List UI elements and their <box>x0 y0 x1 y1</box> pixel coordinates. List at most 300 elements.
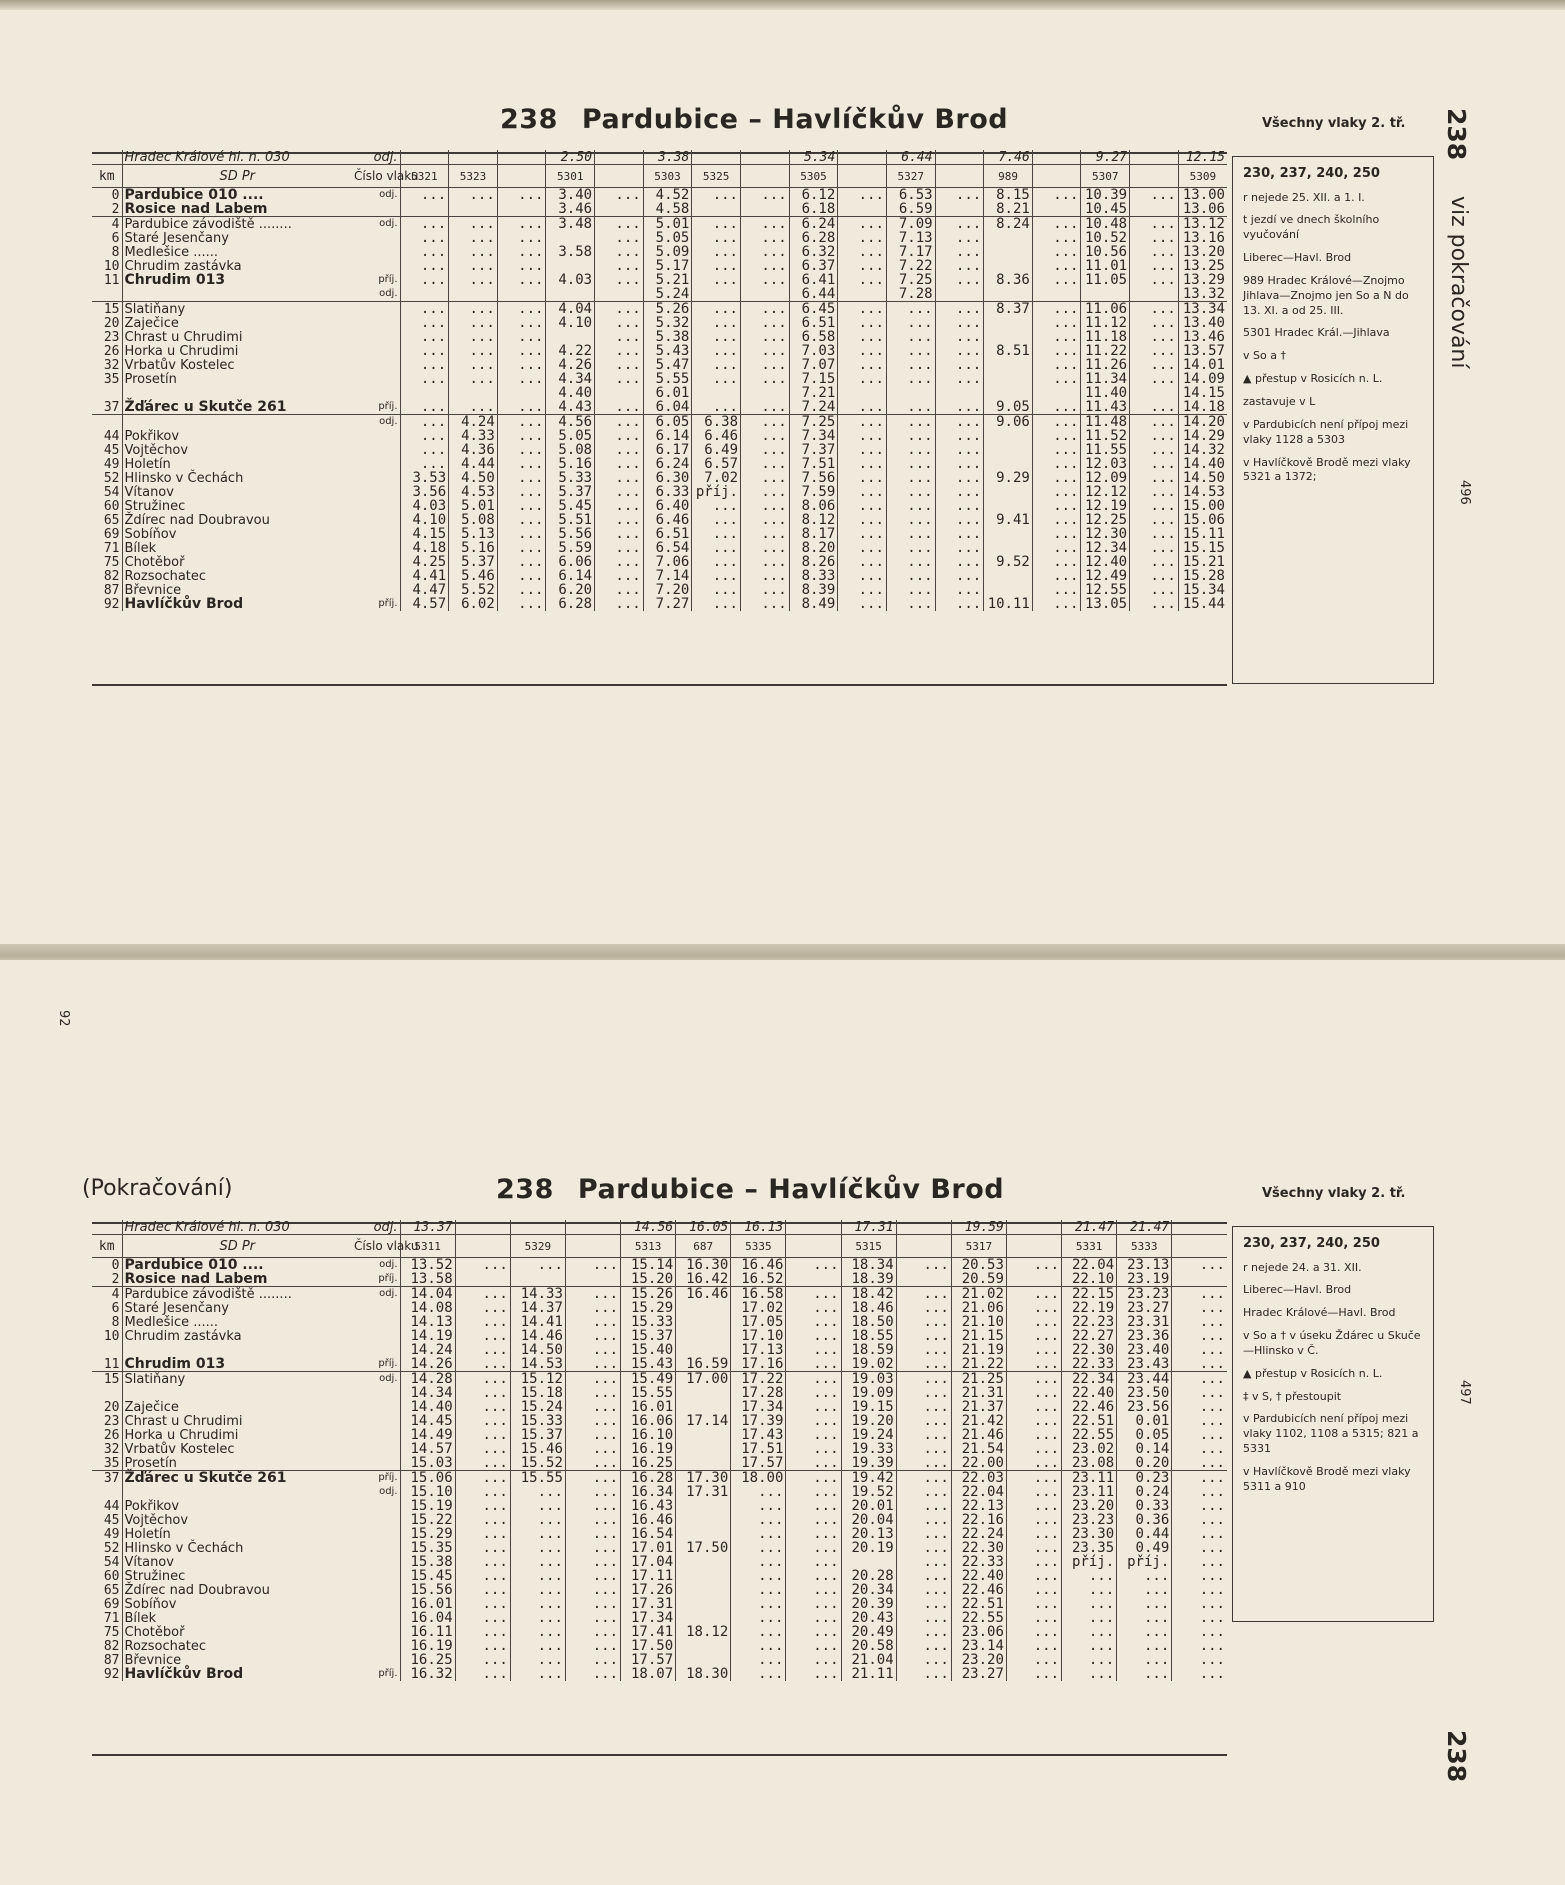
train-number: 5313 <box>621 1235 676 1258</box>
time-cell: 4.10 <box>400 513 449 527</box>
arr-dep-marker <box>352 527 400 541</box>
time-cell: 16.52 <box>731 1272 786 1287</box>
time-cell: ... <box>1172 1625 1227 1639</box>
time-cell: 19.33 <box>841 1442 896 1456</box>
time-cell: ... <box>838 231 887 245</box>
time-cell: 12.19 <box>1081 499 1130 513</box>
km-cell: 0 <box>92 188 122 203</box>
time-cell: 15.35 <box>400 1541 455 1555</box>
time-cell: 6.53 <box>886 188 935 203</box>
time-cell: 6.05 <box>643 415 692 430</box>
time-cell: 17.26 <box>621 1583 676 1597</box>
time-cell: ... <box>692 541 741 555</box>
km-cell: 32 <box>92 1442 122 1456</box>
arr-dep-marker <box>352 1569 400 1583</box>
time-cell: ... <box>595 245 644 259</box>
station-name: Medlešice ...... <box>124 1314 219 1330</box>
time-cell: ... <box>886 583 935 597</box>
page-number-left: 92 <box>56 1010 71 1027</box>
time-cell: 15.46 <box>510 1442 565 1456</box>
arr-dep-marker <box>352 344 400 358</box>
table-row <box>92 513 1227 527</box>
time-cell: 11.40 <box>1081 386 1130 400</box>
time-cell: 9.05 <box>984 400 1033 415</box>
time-cell: ... <box>1130 245 1179 259</box>
time-cell: ... <box>741 217 790 232</box>
time-cell: ... <box>1130 499 1179 513</box>
train-number: 5309 <box>1178 165 1227 188</box>
time-cell <box>1130 287 1179 302</box>
arr-dep-marker: příj. <box>352 1272 400 1287</box>
time-cell: ... <box>1006 1611 1061 1625</box>
time-cell: 11.01 <box>1081 259 1130 273</box>
time-cell: ... <box>1130 541 1179 555</box>
arr-dep-marker <box>352 245 400 259</box>
footnote: Liberec—Havl. Brod <box>1243 251 1352 265</box>
time-cell: ... <box>1032 583 1081 597</box>
time-cell: 21.46 <box>951 1428 1006 1442</box>
time-cell: 8.37 <box>984 302 1033 317</box>
train-number <box>896 1235 951 1258</box>
time-cell: 17.30 <box>676 1471 731 1486</box>
table-row <box>92 471 1227 485</box>
time-cell: 8.51 <box>984 344 1033 358</box>
time-cell: 17.16 <box>731 1357 786 1372</box>
time-cell: 19.52 <box>841 1485 896 1499</box>
time-cell: ... <box>1006 1442 1061 1456</box>
time-cell: 17.57 <box>621 1653 676 1667</box>
time-cell: 4.18 <box>400 541 449 555</box>
time-cell <box>984 499 1033 513</box>
km-cell <box>92 1485 122 1499</box>
km-cell: 26 <box>92 1428 122 1442</box>
table-row <box>92 217 1227 232</box>
time-cell <box>676 1456 731 1471</box>
time-cell: ... <box>838 499 887 513</box>
km-cell: 11 <box>92 273 122 287</box>
time-cell: 9.29 <box>984 471 1033 485</box>
time-cell: ... <box>692 583 741 597</box>
time-cell: ... <box>896 1372 951 1387</box>
time-cell: ... <box>786 1329 841 1343</box>
time-cell: 12.12 <box>1081 485 1130 499</box>
table-row <box>92 273 1227 287</box>
table-row <box>92 541 1227 555</box>
time-cell: ... <box>1172 1513 1227 1527</box>
time-cell: ... <box>455 1653 510 1667</box>
station-name: Vrbatův Kostelec <box>124 1441 235 1457</box>
time-cell <box>984 429 1033 443</box>
time-cell: ... <box>1062 1583 1117 1597</box>
time-cell: 14.45 <box>400 1414 455 1428</box>
footnote: r nejede 25. XII. a 1. I. <box>1243 190 1365 204</box>
km-cell: 4 <box>92 217 122 232</box>
time-cell: 16.11 <box>400 1625 455 1639</box>
km-cell: 92 <box>92 597 122 611</box>
time-cell: ... <box>565 1442 620 1456</box>
time-cell <box>510 1272 565 1287</box>
origin-marker: odj. <box>352 1220 400 1235</box>
time-cell <box>449 287 498 302</box>
time-cell: ... <box>400 443 449 457</box>
time-cell: 14.29 <box>1178 429 1227 443</box>
time-cell: 7.15 <box>789 372 838 386</box>
time-cell: 16.58 <box>731 1287 786 1302</box>
time-cell: 14.19 <box>400 1329 455 1343</box>
time-cell: ... <box>1117 1667 1172 1681</box>
time-cell: ... <box>1130 259 1179 273</box>
origin-time: 16.13 <box>731 1220 786 1235</box>
time-cell: 10.11 <box>984 597 1033 611</box>
time-cell: 15.52 <box>510 1456 565 1471</box>
table-row <box>92 330 1227 344</box>
time-cell: ... <box>1006 1583 1061 1597</box>
time-cell: 8.17 <box>789 527 838 541</box>
km-cell: 69 <box>92 1597 122 1611</box>
time-cell: ... <box>455 1569 510 1583</box>
page-title <box>500 104 1008 135</box>
time-cell: ... <box>935 429 984 443</box>
time-cell: 0.49 <box>1117 1541 1172 1555</box>
time-cell: ... <box>595 188 644 203</box>
time-cell: 16.46 <box>676 1287 731 1302</box>
time-cell: 14.50 <box>510 1343 565 1357</box>
time-cell: ... <box>838 527 887 541</box>
time-cell: 20.28 <box>841 1569 896 1583</box>
time-cell: ... <box>692 527 741 541</box>
time-cell: ... <box>935 485 984 499</box>
train-number: 5335 <box>731 1235 786 1258</box>
time-cell: ... <box>786 1625 841 1639</box>
time-cell: ... <box>838 415 887 430</box>
table-row <box>92 1569 1227 1583</box>
time-cell: ... <box>455 1625 510 1639</box>
time-cell: 6.06 <box>546 555 595 569</box>
time-cell: 18.42 <box>841 1287 896 1302</box>
time-cell: 14.40 <box>1178 457 1227 471</box>
time-cell: ... <box>510 1569 565 1583</box>
time-cell: 22.16 <box>951 1513 1006 1527</box>
station-name: Břevnice <box>124 1652 182 1668</box>
km-cell: 54 <box>92 485 122 499</box>
table-row <box>92 1315 1227 1329</box>
time-cell: ... <box>886 541 935 555</box>
time-cell <box>741 202 790 217</box>
train-number: 5303 <box>643 165 692 188</box>
table-row <box>92 231 1227 245</box>
time-cell: 7.51 <box>789 457 838 471</box>
time-cell: ... <box>595 457 644 471</box>
time-cell: ... <box>1062 1625 1117 1639</box>
time-cell: 15.33 <box>510 1414 565 1428</box>
time-cell: ... <box>449 316 498 330</box>
time-cell: 15.24 <box>510 1400 565 1414</box>
time-cell: 15.03 <box>400 1456 455 1471</box>
time-cell: ... <box>886 485 935 499</box>
time-cell <box>741 386 790 400</box>
time-cell: 13.52 <box>400 1258 455 1273</box>
time-cell: 4.04 <box>546 302 595 317</box>
time-cell: ... <box>692 245 741 259</box>
train-number: 5321 <box>400 165 449 188</box>
time-cell: ... <box>1032 499 1081 513</box>
km-cell: 35 <box>92 372 122 386</box>
time-cell <box>984 358 1033 372</box>
time-cell: 12.55 <box>1081 583 1130 597</box>
time-cell: ... <box>1172 1583 1227 1597</box>
time-cell: ... <box>886 429 935 443</box>
time-cell: 14.20 <box>1178 415 1227 430</box>
time-cell: ... <box>449 259 498 273</box>
time-cell: ... <box>786 1442 841 1456</box>
time-cell: 5.08 <box>449 513 498 527</box>
time-cell: 14.33 <box>510 1287 565 1302</box>
time-cell: ... <box>935 415 984 430</box>
time-cell: ... <box>731 1667 786 1681</box>
time-cell: ... <box>838 372 887 386</box>
time-cell: ... <box>595 358 644 372</box>
time-cell: 23.13 <box>1117 1258 1172 1273</box>
table-row <box>92 1343 1227 1357</box>
time-cell: 16.01 <box>400 1597 455 1611</box>
station-name: Chotěboř <box>124 554 185 570</box>
km-cell <box>92 386 122 400</box>
time-cell: 8.24 <box>984 217 1033 232</box>
time-cell: 6.14 <box>643 429 692 443</box>
time-cell: ... <box>510 1499 565 1513</box>
origin-time <box>400 150 449 165</box>
table-row <box>92 1583 1227 1597</box>
time-cell: ... <box>1006 1527 1061 1541</box>
time-cell: 5.45 <box>546 499 595 513</box>
km-cell: 15 <box>92 302 122 317</box>
km-cell: 20 <box>92 316 122 330</box>
time-cell: ... <box>400 330 449 344</box>
time-cell: 7.09 <box>886 217 935 232</box>
time-cell: 15.44 <box>1178 597 1227 611</box>
time-cell: 13.32 <box>1178 287 1227 302</box>
time-cell: ... <box>595 513 644 527</box>
time-cell <box>400 287 449 302</box>
time-cell: ... <box>731 1611 786 1625</box>
time-cell: ... <box>400 344 449 358</box>
time-cell: 19.42 <box>841 1471 896 1486</box>
time-cell: ... <box>510 1258 565 1273</box>
time-cell: ... <box>886 527 935 541</box>
time-cell: 3.48 <box>546 217 595 232</box>
time-cell: 6.46 <box>643 513 692 527</box>
km-cell: 2 <box>92 1272 122 1287</box>
station-name: Staré Jesenčany <box>124 230 229 246</box>
time-cell: ... <box>935 569 984 583</box>
time-cell: 7.03 <box>789 344 838 358</box>
class-note: Všechny vlaky 2. tř. <box>1262 1186 1406 1201</box>
time-cell: 22.46 <box>1062 1400 1117 1414</box>
time-cell: ... <box>786 1357 841 1372</box>
arr-dep-marker: odj. <box>352 1287 400 1302</box>
time-cell: ... <box>896 1499 951 1513</box>
time-cell: 23.27 <box>951 1667 1006 1681</box>
time-cell: ... <box>935 597 984 611</box>
time-cell: ... <box>497 231 546 245</box>
time-cell: ... <box>692 273 741 287</box>
time-cell: ... <box>565 1301 620 1315</box>
time-cell: ... <box>1117 1569 1172 1583</box>
time-cell: 0.23 <box>1117 1471 1172 1486</box>
time-cell: ... <box>741 188 790 203</box>
time-cell: ... <box>935 188 984 203</box>
arr-dep-marker <box>352 372 400 386</box>
time-cell: ... <box>1130 372 1179 386</box>
km-cell: 6 <box>92 231 122 245</box>
origin-row <box>92 1220 1227 1235</box>
train-number: 5327 <box>886 165 935 188</box>
time-cell: ... <box>595 330 644 344</box>
time-cell <box>984 541 1033 555</box>
time-cell: 23.36 <box>1117 1329 1172 1343</box>
time-cell: 8.06 <box>789 499 838 513</box>
time-cell: 22.03 <box>951 1471 1006 1486</box>
time-cell <box>676 1428 731 1442</box>
time-cell: 6.30 <box>643 471 692 485</box>
km-cell: 44 <box>92 1499 122 1513</box>
time-cell: 7.22 <box>886 259 935 273</box>
time-cell <box>984 457 1033 471</box>
time-cell <box>546 231 595 245</box>
time-cell: 14.04 <box>400 1287 455 1302</box>
time-cell: ... <box>510 1541 565 1555</box>
time-cell: ... <box>1172 1485 1227 1499</box>
time-cell: ... <box>449 217 498 232</box>
time-cell: ... <box>497 259 546 273</box>
time-cell <box>676 1653 731 1667</box>
station-name <box>122 1485 352 1499</box>
time-cell: 21.31 <box>951 1386 1006 1400</box>
time-cell: ... <box>455 1287 510 1302</box>
time-cell: 17.28 <box>731 1386 786 1400</box>
km-cell: 60 <box>92 499 122 513</box>
time-cell: ... <box>449 358 498 372</box>
train-number <box>565 1235 620 1258</box>
page-edge <box>0 0 1565 10</box>
time-cell: ... <box>1032 259 1081 273</box>
time-cell: 7.06 <box>643 555 692 569</box>
arr-dep-marker <box>352 1611 400 1625</box>
time-cell: 15.29 <box>400 1527 455 1541</box>
time-cell: 11.55 <box>1081 443 1130 457</box>
table-row <box>92 386 1227 400</box>
time-cell: 6.14 <box>546 569 595 583</box>
station-name: Ždírec nad Doubravou <box>124 512 270 528</box>
time-cell: 5.01 <box>643 217 692 232</box>
time-cell: ... <box>1172 1372 1227 1387</box>
side-route-number: 238 <box>1442 1730 1471 1783</box>
time-cell: ... <box>896 1667 951 1681</box>
time-cell: ... <box>886 316 935 330</box>
origin-time <box>510 1220 565 1235</box>
time-cell: ... <box>497 541 546 555</box>
time-cell: 4.36 <box>449 443 498 457</box>
time-cell: 22.04 <box>1062 1258 1117 1273</box>
time-cell: ... <box>741 485 790 499</box>
time-cell <box>546 259 595 273</box>
arr-dep-marker <box>352 259 400 273</box>
km-cell: 65 <box>92 1583 122 1597</box>
origin-time: 21.47 <box>1117 1220 1172 1235</box>
time-cell: ... <box>497 555 546 569</box>
origin-time: 2.50 <box>546 150 595 165</box>
time-cell <box>400 202 449 217</box>
time-cell: 12.49 <box>1081 569 1130 583</box>
km-cell: 37 <box>92 400 122 415</box>
footnote: v Havlíčkově Brodě mezi vlaky 5311 a 910 <box>1243 1464 1411 1493</box>
station-name: Rozsochatec <box>124 1638 207 1654</box>
time-cell: ... <box>896 1400 951 1414</box>
train-number-header: Číslo vlaku <box>352 1235 400 1258</box>
time-cell: 15.49 <box>621 1372 676 1387</box>
origin-time: 16.05 <box>676 1220 731 1235</box>
km-cell: 82 <box>92 569 122 583</box>
time-cell: 22.40 <box>951 1569 1006 1583</box>
time-cell: ... <box>565 1485 620 1499</box>
time-cell: ... <box>1172 1287 1227 1302</box>
origin-time <box>1172 1220 1227 1235</box>
time-cell: 16.59 <box>676 1357 731 1372</box>
time-cell: ... <box>896 1386 951 1400</box>
time-cell: ... <box>1006 1329 1061 1343</box>
km-cell: 60 <box>92 1569 122 1583</box>
time-cell: ... <box>1172 1400 1227 1414</box>
time-cell: ... <box>497 429 546 443</box>
train-number-header: Číslo vlaku <box>352 165 400 188</box>
table-row <box>92 1625 1227 1639</box>
time-cell: ... <box>1032 485 1081 499</box>
route-name: Pardubice – Havlíčkův Brod <box>581 104 1009 135</box>
time-cell: ... <box>565 1343 620 1357</box>
time-cell: ... <box>1006 1287 1061 1302</box>
time-cell: ... <box>565 1597 620 1611</box>
time-cell <box>676 1386 731 1400</box>
time-cell: ... <box>935 583 984 597</box>
time-cell: 11.12 <box>1081 316 1130 330</box>
table-row <box>92 1386 1227 1400</box>
time-cell: ... <box>838 597 887 611</box>
time-cell: 11.22 <box>1081 344 1130 358</box>
time-cell: 22.23 <box>1062 1315 1117 1329</box>
time-cell: 23.56 <box>1117 1400 1172 1414</box>
time-cell: ... <box>838 541 887 555</box>
time-cell: 23.11 <box>1062 1471 1117 1486</box>
km-cell: 75 <box>92 1625 122 1639</box>
time-cell: ... <box>595 273 644 287</box>
time-cell: 22.00 <box>951 1456 1006 1471</box>
time-cell <box>984 386 1033 400</box>
time-cell: 15.12 <box>510 1372 565 1387</box>
km-cell: 15 <box>92 1372 122 1387</box>
table-row <box>92 1301 1227 1315</box>
time-cell <box>455 1272 510 1287</box>
time-cell: ... <box>595 259 644 273</box>
arr-dep-marker: příj. <box>352 1357 400 1372</box>
time-cell: 5.21 <box>643 273 692 287</box>
train-number: 5333 <box>1117 1235 1172 1258</box>
time-cell: ... <box>838 471 887 485</box>
time-cell <box>400 386 449 400</box>
time-cell: 7.24 <box>789 400 838 415</box>
time-cell: 16.01 <box>621 1400 676 1414</box>
time-cell: ... <box>595 485 644 499</box>
time-cell: 23.23 <box>1062 1513 1117 1527</box>
